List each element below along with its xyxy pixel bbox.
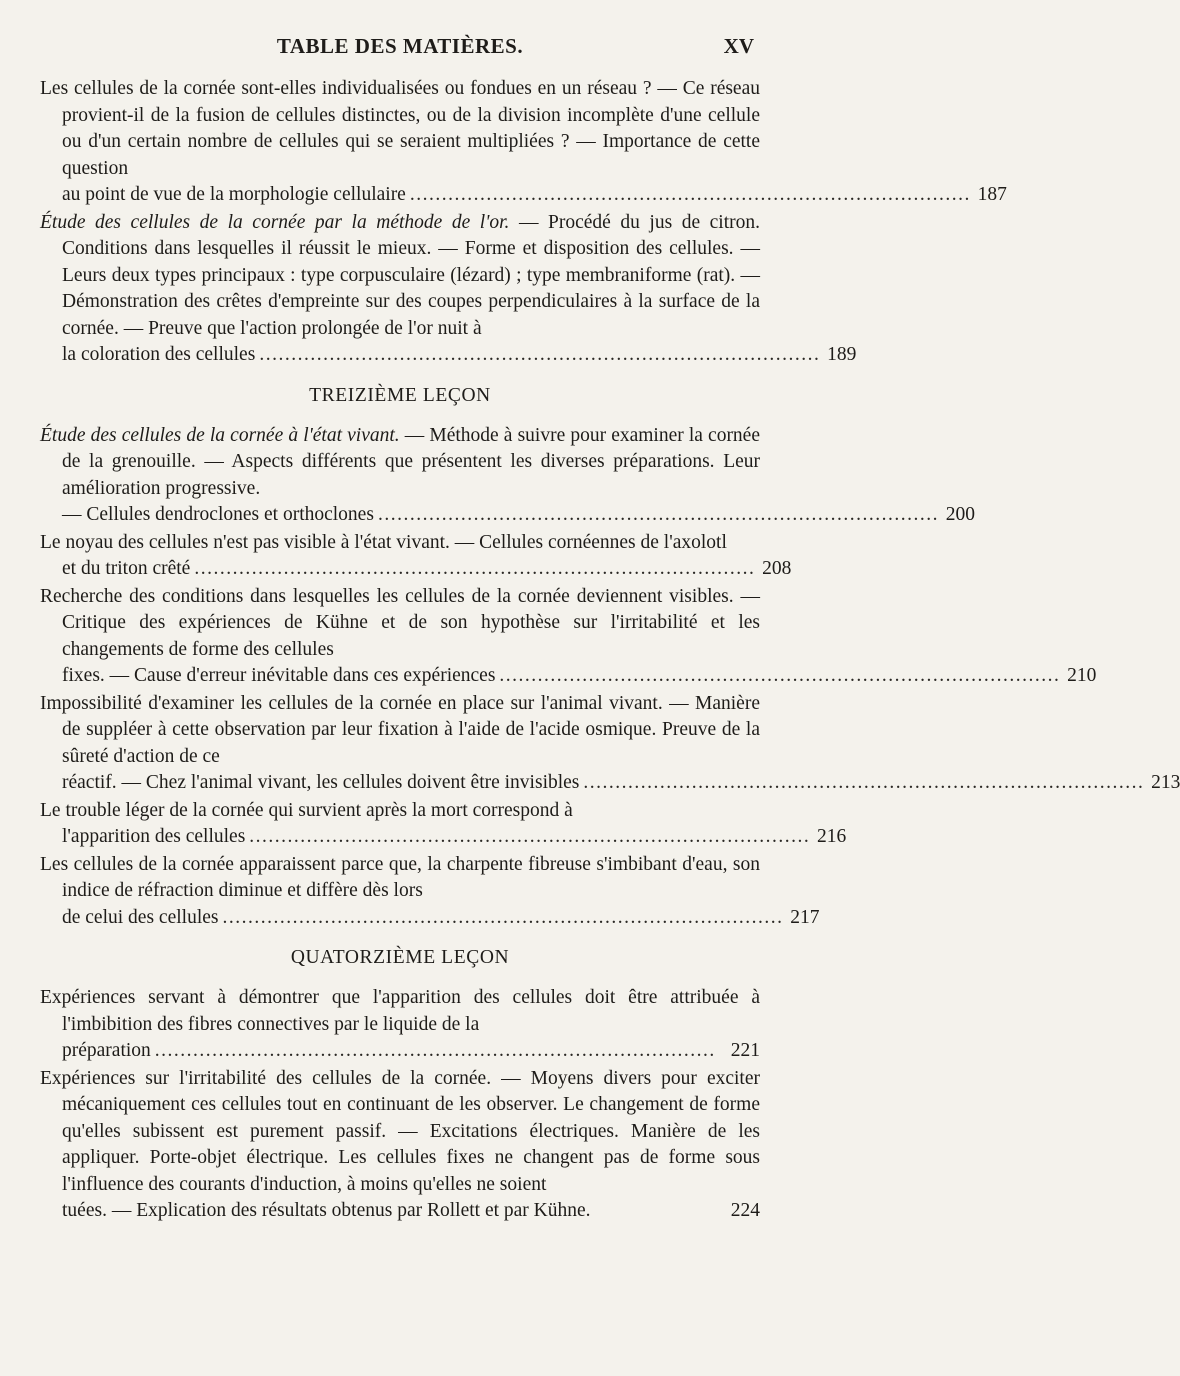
entry-page-number: 213 bbox=[1151, 772, 1180, 793]
toc-entry bbox=[40, 985, 760, 1065]
entry-leader-line bbox=[62, 824, 847, 851]
entry-leader-line bbox=[62, 663, 1097, 690]
entry-leader-line bbox=[62, 905, 820, 932]
dot-leader: ........................................................................................ bbox=[194, 558, 756, 579]
dot-leader: ........................................................................................ bbox=[249, 826, 811, 847]
entry-tail: réactif. — Chez l'animal vivant, les cellules doivent être invisibles bbox=[62, 772, 580, 793]
entry-italic-title: Étude des cellules de la cornée par la méthode de l'or. bbox=[40, 211, 510, 233]
dot-leader: ........................................................................................ bbox=[583, 772, 1145, 793]
entry-text: Impossibilité d'examiner les cellules de la cornée en place sur l'animal vivant. — Manière de suppléer à cette observation par leur fixation à l'aide de l'acide osmique. Preuve de la sûreté d'action de ce bbox=[40, 692, 760, 767]
entry-text: — Méthode à suivre pour examiner la cornée de la grenouille. — Aspects différents que présentent les diverses préparations. Leur amélioration progressive. bbox=[62, 424, 760, 499]
entry-tail: l'apparition des cellules bbox=[62, 826, 246, 847]
entry-text: Expériences sur l'irritabilité des cellules de la cornée. — Moyens divers pour exciter mécaniquement ces cellules tout en continuant de les observer. Le changement de forme qu'elles subissent est purement passif. — Excitations électriques. Manière de les appliquer. Porte-objet électrique. Les cellules fixes ne changent pas de forme sous l'influence des courants d'induction, à moins qu'elles ne soient bbox=[40, 1067, 760, 1195]
entry-page-number: 210 bbox=[1067, 665, 1097, 686]
entry-page-number: 217 bbox=[790, 906, 820, 928]
dot-leader: ........................................................................................ bbox=[409, 184, 971, 205]
toc-entry bbox=[40, 852, 820, 932]
entry-text: Les cellules de la cornée apparaissent parce que, la charpente fibreuse s'imbibant d'eau, son indice de réfraction diminue et diffère dès lors bbox=[40, 853, 760, 901]
running-title: TABLE DES MATIÈRES. bbox=[276, 34, 524, 58]
entry-italic-title: Étude des cellules de la cornée à l'état vivant. bbox=[40, 424, 400, 446]
toc-entry bbox=[40, 210, 857, 369]
entry-leader-line bbox=[62, 1038, 760, 1065]
entry-page-number: 187 bbox=[977, 184, 1007, 205]
toc-entry bbox=[40, 691, 1180, 797]
dot-leader: ........................................................................................ bbox=[499, 665, 1061, 686]
entry-leader-line bbox=[62, 342, 857, 369]
entry-tail: la coloration des cellules bbox=[62, 344, 256, 365]
entry-text: Les cellules de la cornée sont-elles individualisées ou fondues en un réseau ? — Ce réseau provient-il de la fusion de cellules distinctes, ou de la division incomplète d'une cellule ou d'un certain nombre de cellules qui se seraient multipliées ? — Importance de cette question bbox=[40, 78, 760, 179]
toc-entry bbox=[40, 530, 792, 583]
toc-entry bbox=[40, 423, 975, 529]
entry-text: Expériences servant à démontrer que l'apparition des cellules doit être attribuée à l'imbibition des fibres connectives par le liquide de la bbox=[40, 987, 760, 1035]
entry-leader-line bbox=[62, 770, 1180, 797]
entry-page-number: 221 bbox=[730, 1040, 760, 1061]
entry-page-number: 216 bbox=[817, 826, 847, 847]
entry-leader-line bbox=[62, 556, 792, 583]
page-number: XV bbox=[723, 34, 754, 58]
dot-leader: ........................................................................................ bbox=[222, 906, 784, 928]
entry-tail: et du triton crêté bbox=[62, 558, 191, 579]
toc-entry bbox=[40, 798, 847, 851]
entry-page-number: 208 bbox=[762, 558, 792, 579]
dot-leader: ........................................................................................ bbox=[377, 504, 939, 525]
page-header bbox=[0, 30, 800, 64]
entry-tail: de celui des cellules bbox=[62, 906, 219, 928]
entry-text: Le noyau des cellules n'est pas visible à l'état vivant. — Cellules cornéennes de l'axolotl bbox=[40, 531, 727, 553]
toc-entry bbox=[40, 1066, 760, 1225]
dot-leader: ........................................................................................ bbox=[259, 344, 821, 365]
entry-page-number: 224 bbox=[730, 1200, 760, 1221]
toc-entry bbox=[40, 76, 1007, 209]
table-of-contents bbox=[40, 76, 1180, 1226]
entry-text: Le trouble léger de la cornée qui survient après la mort correspond à bbox=[40, 799, 573, 821]
entry-text: Recherche des conditions dans lesquelles les cellules de la cornée deviennent visibles. — Critique des expériences de Kühne et de son hypothèse sur l'irritabilité et les changements de forme des cellules bbox=[40, 585, 760, 660]
entry-leader-line bbox=[62, 1198, 760, 1225]
entry-leader-line bbox=[62, 182, 1007, 209]
entry-page-number: 189 bbox=[827, 344, 857, 365]
entry-tail: fixes. — Cause d'erreur inévitable dans ces expériences bbox=[62, 665, 496, 686]
dot-leader: ........................................................................................ bbox=[154, 1040, 716, 1061]
entry-tail: au point de vue de la morphologie cellulaire bbox=[62, 184, 406, 205]
entry-tail: préparation bbox=[62, 1040, 151, 1061]
lesson-heading: TREIZIÈME LEÇON bbox=[309, 384, 491, 406]
entry-tail: — Cellules dendroclones et orthoclones bbox=[62, 504, 374, 525]
entry-page-number: 200 bbox=[945, 504, 975, 525]
entry-leader-line bbox=[62, 502, 975, 529]
entry-tail: tuées. — Explication des résultats obtenus par Rollett et par Kühne. bbox=[62, 1200, 591, 1221]
lesson-heading: QUATORZIÈME LEÇON bbox=[290, 947, 510, 968]
entry-text: — Procédé du jus de citron. Conditions dans lesquelles il réussit le mieux. — Forme et disposition des cellules. — Leurs deux types principaux : type corpusculaire (lézard) ; type membraniforme (rat). — Démonstration des crêtes d'empreinte sur des coupes perpendiculaires à la surface de la cornée. — Preuve que l'action prolongée de l'or nuit à bbox=[62, 211, 761, 339]
toc-entry bbox=[40, 584, 1097, 690]
